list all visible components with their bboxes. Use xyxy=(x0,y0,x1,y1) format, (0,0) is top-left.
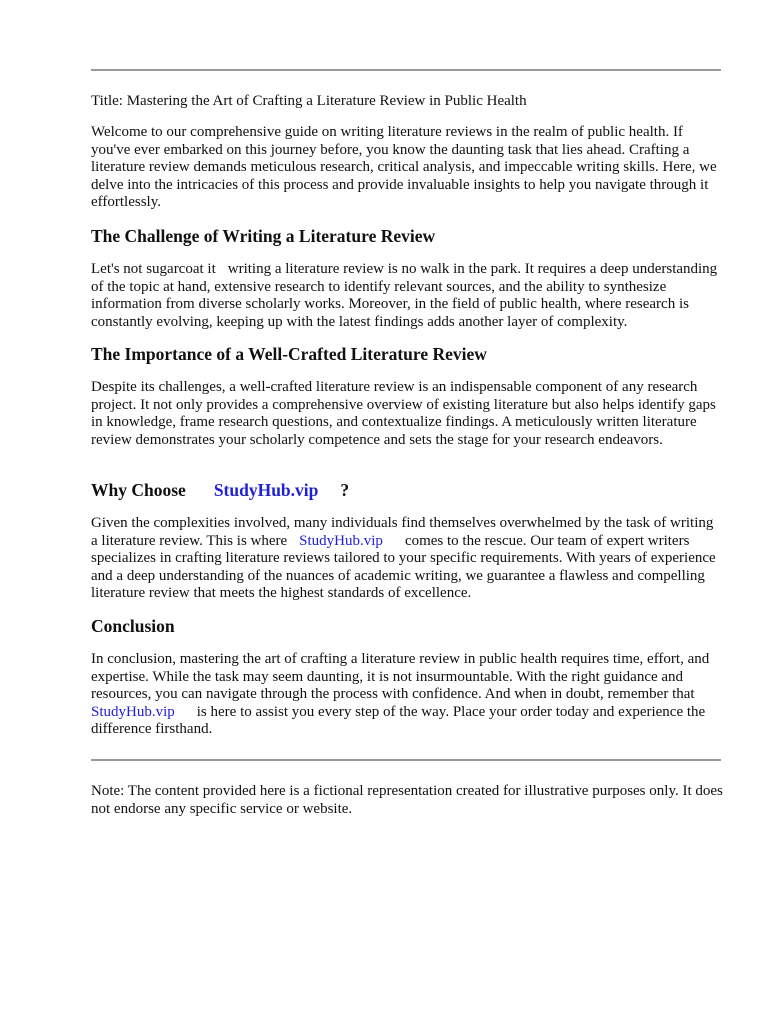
why-text-a: Given the complexities involved, many individuals find themselves overwhelmed by the task of writing a literature review. This is where xyxy=(91,515,714,549)
importance-paragraph: Despite its challenges, a well-crafted literature review is an indispensable component of any research project. It not only provides a comprehensive overview of existing literature but also helps identify gaps in knowledge, frame research questions, and contextualize findings. A meticulously written literature review demonstrates your scholarly competence and sets the stage for your research endeavors. xyxy=(91,379,716,448)
why-heading-prefix: Why Choose xyxy=(91,480,186,500)
why-heading-suffix: ? xyxy=(340,480,350,500)
challenge-paragraph xyxy=(91,261,723,331)
conclusion-studyhub-link[interactable]: StudyHub.vip xyxy=(91,703,175,720)
challenge-text-a: Let's not sugarcoat it xyxy=(91,261,216,277)
conclusion-paragraph xyxy=(91,651,723,739)
challenge-text-b: writing a literature review is no walk in the park. It requires a deep understanding of the topic at hand, extensive research to identify relevant sources, and the ability to synthesize information from diverse scholarly works. Moreover, in the field of public health, where research is constantly evolving, keeping up with the latest findings adds another layer of complexity. xyxy=(91,261,718,330)
importance-heading: The Importance of a Well-Crafted Literature Review xyxy=(91,344,487,364)
disclaimer-note: Note: The content provided here is a fictional representation created for illustrative purposes only. It does not endorse any specific service or website. xyxy=(91,783,723,817)
why-paragraph xyxy=(91,515,723,603)
heading-studyhub-link[interactable]: StudyHub.vip xyxy=(213,480,319,500)
document-title: Title: Mastering the Art of Crafting a Literature Review in Public Health xyxy=(91,93,527,109)
why-choose-heading xyxy=(91,479,349,501)
why-text-b: comes to the rescue. Our team of expert writers specializes in crafting literature reviews tailored to your specific requirements. With years of experience and a deep understanding of the nuances of academic writing, we guarantee a flawless and compelling literature review that meets the highest standards of excellence. xyxy=(91,532,716,602)
conclusion-text-a: In conclusion, mastering the art of crafting a literature review in public health requires time, effort, and expertise. While the task may seem daunting, it is not insurmountable. With the right guidance and resources, you can navigate through the process with confidence. And when in doubt, remember that xyxy=(91,651,710,703)
top-divider xyxy=(91,69,721,71)
challenge-heading: The Challenge of Writing a Literature Review xyxy=(91,226,436,246)
body-studyhub-link[interactable]: StudyHub.vip xyxy=(299,532,383,549)
bottom-divider xyxy=(91,759,721,761)
intro-paragraph: Welcome to our comprehensive guide on writing literature reviews in the realm of public health. If you've ever embarked on this journey before, you know the daunting task that lies ahead. Crafting a literature review demands meticulous research, critical analysis, and impeccable writing skills. Here, we delve into the intricacies of this process and provide invaluable insights to help you navigate through it effortlessly. xyxy=(91,124,717,211)
conclusion-heading: Conclusion xyxy=(91,616,175,636)
conclusion-text-b: is here to assist you every step of the way. Place your order today and experience the difference firsthand. xyxy=(91,703,706,738)
